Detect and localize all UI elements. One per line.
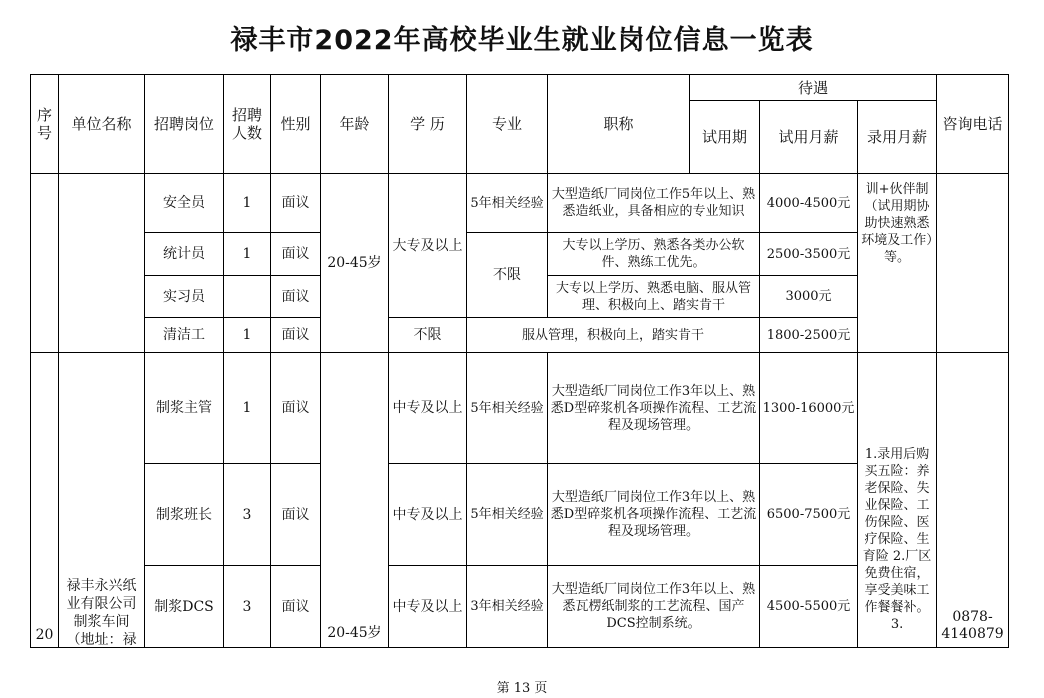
major-cell: 5年相关经验 bbox=[467, 353, 548, 464]
major-cell: 3年相关经验 bbox=[467, 566, 548, 648]
age-text: 20-45岁 bbox=[327, 625, 382, 641]
jobs-table bbox=[30, 74, 1008, 648]
education-cell: 不限 bbox=[389, 318, 467, 353]
position-cell: 清洁工 bbox=[145, 318, 224, 353]
phone-cell bbox=[937, 174, 1009, 353]
gender-cell: 面议 bbox=[271, 566, 321, 648]
hired-salary-cell: 2500-3500元 bbox=[760, 233, 858, 276]
position-cell: 实习员 bbox=[145, 276, 224, 318]
position-cell: 安全员 bbox=[145, 174, 224, 233]
count-cell: 1 bbox=[224, 174, 271, 233]
duty-cell: 大专以上学历、熟悉各类办公软件、熟练工优先。 bbox=[548, 233, 760, 276]
header-age: 年龄 bbox=[321, 75, 389, 174]
count-cell: 3 bbox=[224, 566, 271, 648]
welfare-text: 训+伙伴制（试用期协助快速熟悉环境及工作）等。 bbox=[861, 182, 933, 265]
count-cell: 3 bbox=[224, 464, 271, 566]
major-cell: 5年相关经验 bbox=[467, 464, 548, 566]
position-cell: 制浆主管 bbox=[145, 353, 224, 464]
welfare-cell bbox=[858, 353, 937, 648]
page-title: 禄丰市2022年高校毕业生就业岗位信息一览表 bbox=[230, 25, 814, 56]
header-treatment: 待遇 bbox=[690, 75, 937, 101]
hired-salary-cell: 4500-5500元 bbox=[760, 566, 858, 648]
header-hired-salary: 录用月薪 bbox=[858, 101, 937, 174]
table-row bbox=[31, 353, 1009, 464]
page-number: 第 13 页 bbox=[496, 681, 548, 696]
header-seq: 序号 bbox=[31, 75, 59, 174]
header-phone: 咨询电话 bbox=[937, 75, 1009, 174]
header-probation-salary: 试用月薪 bbox=[760, 101, 858, 174]
position-cell: 制浆班长 bbox=[145, 464, 224, 566]
count-cell bbox=[224, 276, 271, 318]
phone-text: 0878-4140879 bbox=[941, 609, 1004, 642]
duty-cell: 大型造纸厂同岗位工作3年以上、熟悉D型碎浆机各项操作流程、工艺流程及现场管理。 bbox=[548, 464, 760, 566]
header-position: 招聘岗位 bbox=[145, 75, 224, 174]
duty-cell: 大型造纸厂同岗位工作5年以上、熟悉造纸业，具备相应的专业知识 bbox=[548, 174, 760, 233]
header-company: 单位名称 bbox=[59, 75, 145, 174]
hired-salary-cell: 1300-16000元 bbox=[760, 353, 858, 464]
gender-cell: 面议 bbox=[271, 353, 321, 464]
age-cell bbox=[321, 353, 389, 648]
duty-cell: 大型造纸厂同岗位工作3年以上、熟悉D型碎浆机各项操作流程、工艺流程及现场管理。 bbox=[548, 353, 760, 464]
major-cell: 不限 bbox=[467, 233, 548, 318]
company-text: 禄丰永兴纸业有限公司制浆车间（地址：禄 bbox=[66, 578, 137, 648]
hired-salary-cell: 1800-2500元 bbox=[760, 318, 858, 353]
welfare-text: 1.录用后购买五险：养老保险、失业保险、工伤保险、医疗保险、生育险 2.厂区免费住宿，享受美味工作餐餐补。3. bbox=[862, 447, 932, 632]
header-probation: 试用期 bbox=[690, 101, 760, 174]
gender-cell: 面议 bbox=[271, 174, 321, 233]
company-cell bbox=[59, 174, 145, 353]
duty-cell: 大型造纸厂同岗位工作3年以上、熟悉瓦楞纸制浆的工艺流程、国产DCS控制系统。 bbox=[548, 566, 760, 648]
count-cell: 1 bbox=[224, 353, 271, 464]
duty-cell: 服从管理，积极向上，踏实肯干 bbox=[467, 318, 760, 353]
header-duty: 职称 bbox=[548, 75, 690, 174]
header-count: 招聘人数 bbox=[224, 75, 271, 174]
position-cell: 统计员 bbox=[145, 233, 224, 276]
hired-salary-cell: 3000元 bbox=[760, 276, 858, 318]
phone-cell bbox=[937, 353, 1009, 648]
gender-cell: 面议 bbox=[271, 276, 321, 318]
gender-cell: 面议 bbox=[271, 233, 321, 276]
header-education: 学 历 bbox=[389, 75, 467, 174]
header-major: 专业 bbox=[467, 75, 548, 174]
age-cell: 20-45岁 bbox=[321, 174, 389, 353]
education-cell: 大专及以上 bbox=[389, 174, 467, 318]
company-cell bbox=[59, 353, 145, 648]
gender-cell: 面议 bbox=[271, 318, 321, 353]
education-cell: 中专及以上 bbox=[389, 353, 467, 464]
table-row bbox=[31, 174, 1009, 233]
education-cell: 中专及以上 bbox=[389, 464, 467, 566]
seq-cell bbox=[31, 174, 59, 353]
count-cell: 1 bbox=[224, 318, 271, 353]
education-cell: 中专及以上 bbox=[389, 566, 467, 648]
count-cell: 1 bbox=[224, 233, 271, 276]
position-cell: 制浆DCS bbox=[145, 566, 224, 648]
duty-cell: 大专以上学历、熟悉电脑、服从管理、积极向上、踏实肯干 bbox=[548, 276, 760, 318]
hired-salary-cell: 6500-7500元 bbox=[760, 464, 858, 566]
welfare-cell bbox=[858, 174, 937, 353]
seq-cell bbox=[31, 353, 59, 648]
header-gender: 性别 bbox=[271, 75, 321, 174]
hired-salary-cell: 4000-4500元 bbox=[760, 174, 858, 233]
seq-text: 20 bbox=[35, 627, 54, 643]
gender-cell: 面议 bbox=[271, 464, 321, 566]
major-cell: 5年相关经验 bbox=[467, 174, 548, 233]
